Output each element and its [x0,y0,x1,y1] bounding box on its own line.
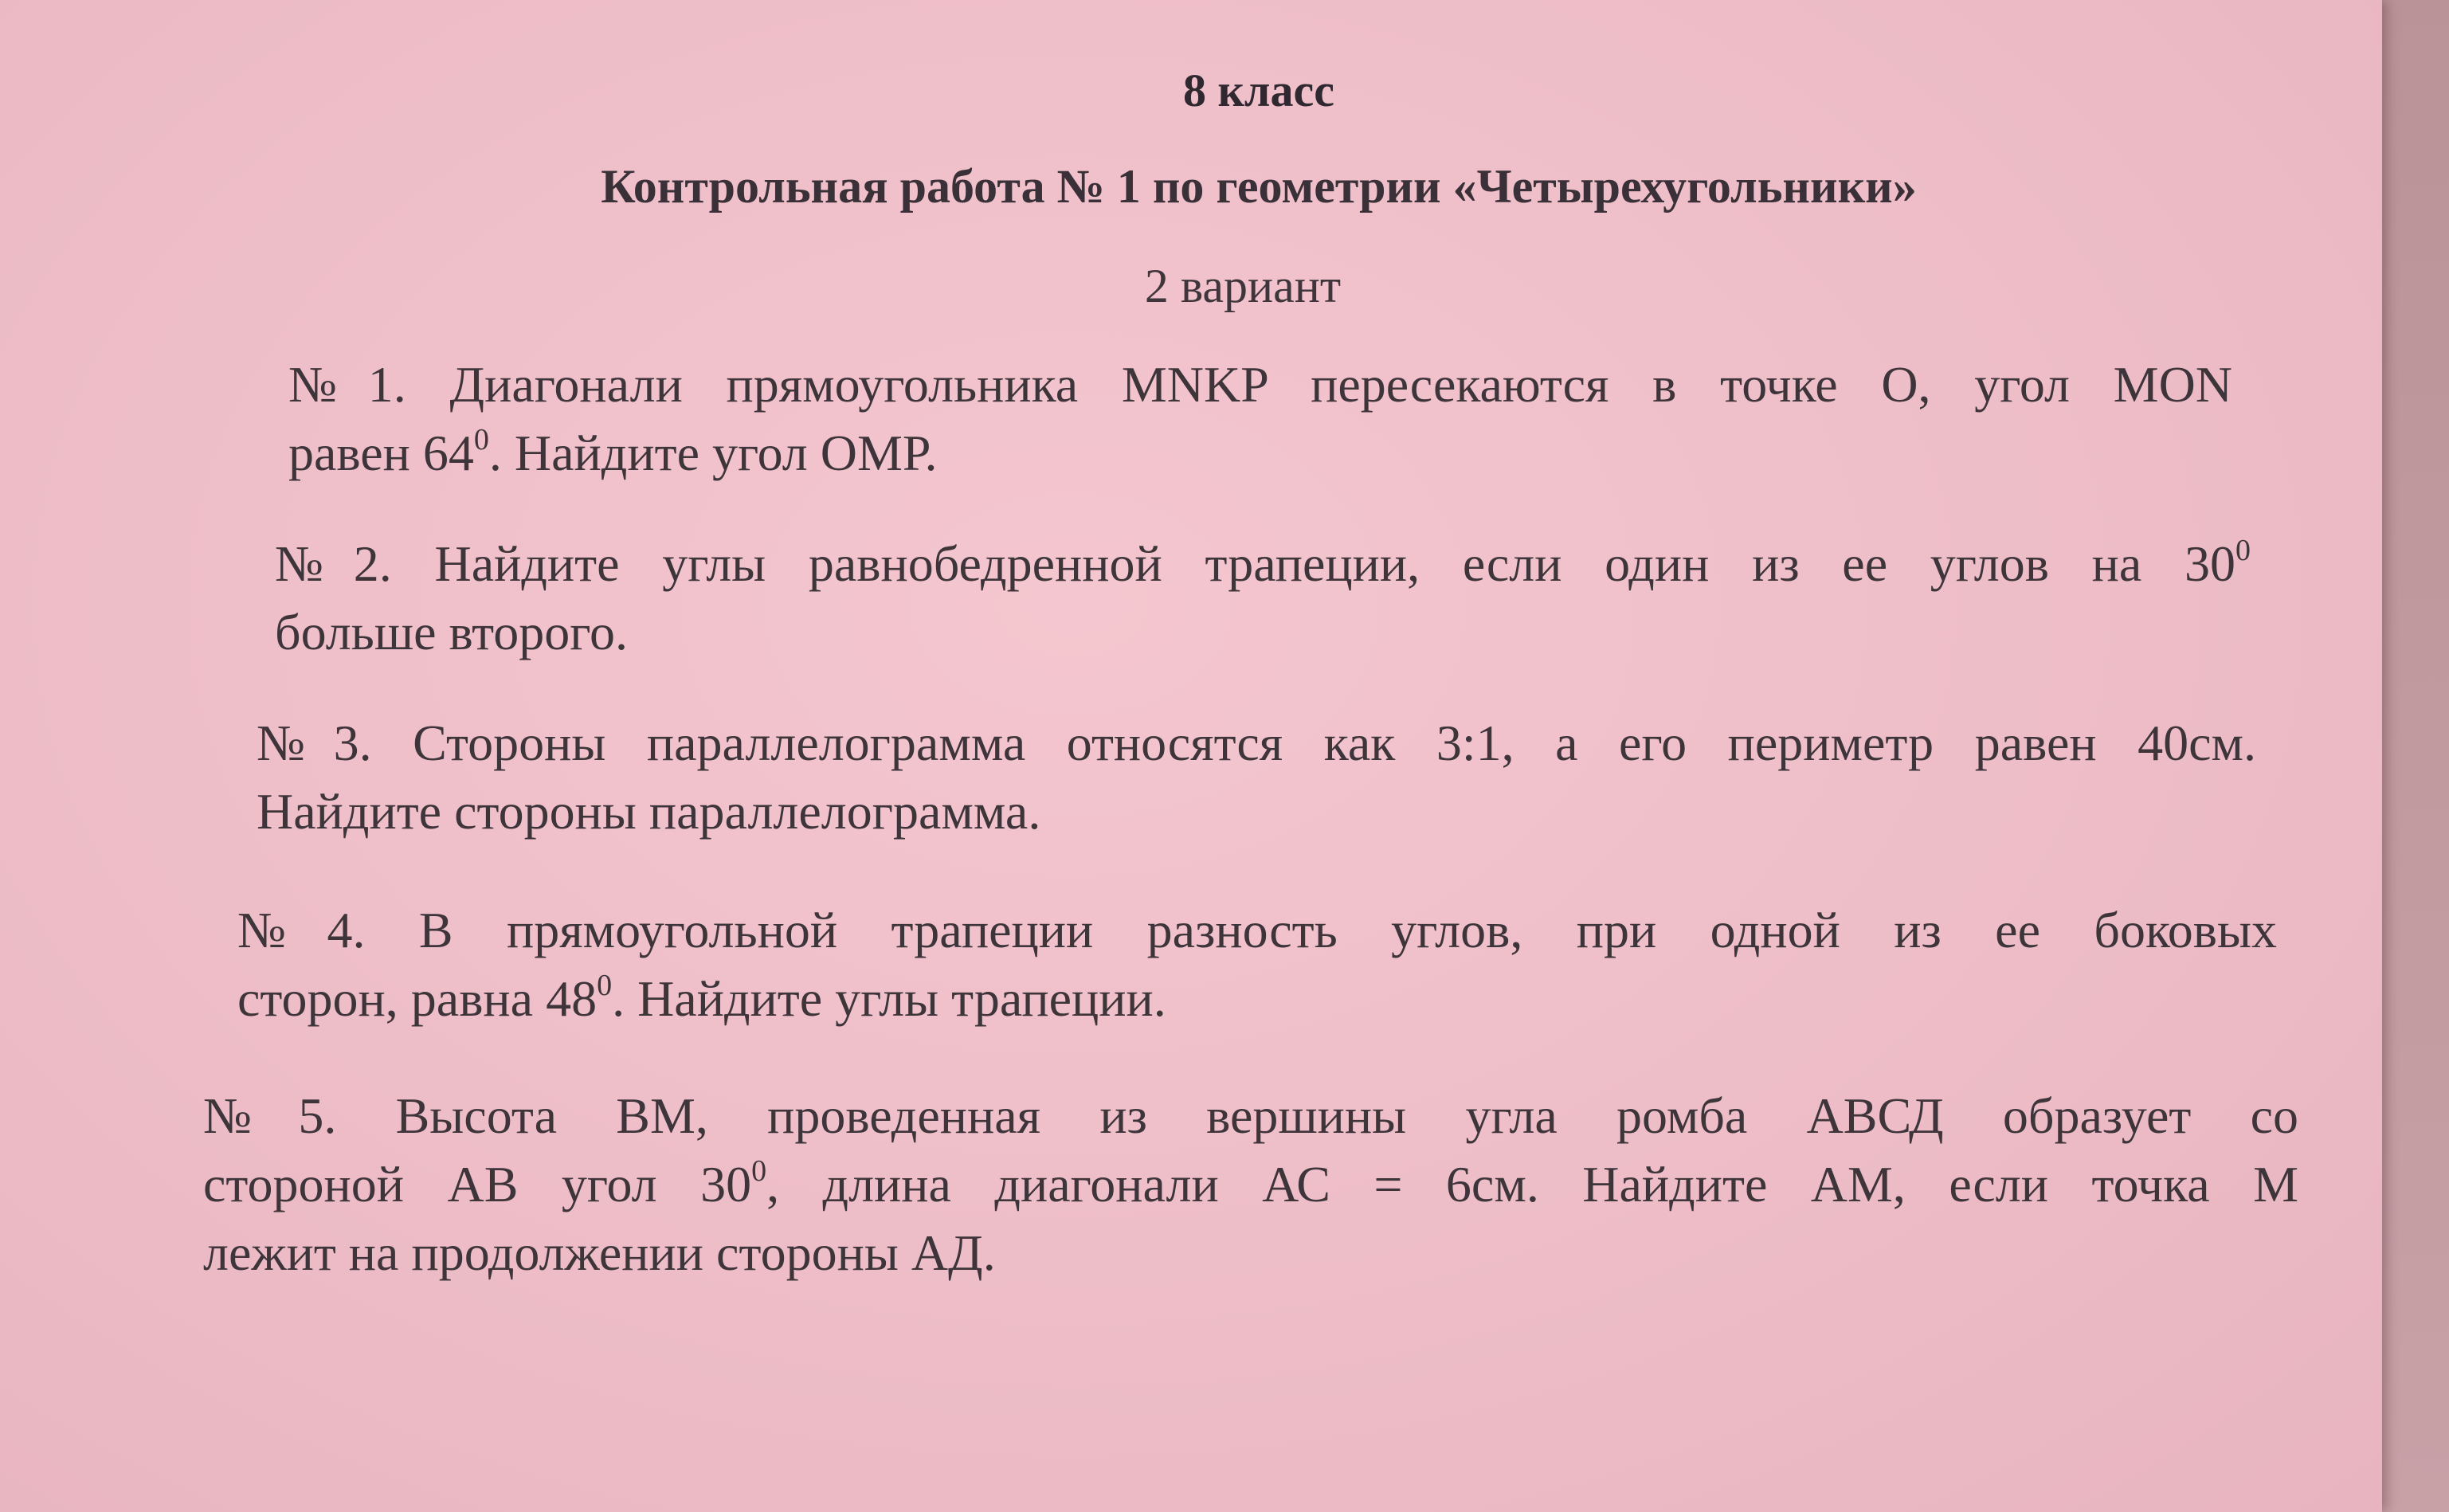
grade-heading: 8 класс [1183,65,1334,116]
degree-superscript: 0 [597,969,613,1002]
task-3-number: №3. [257,715,372,771]
task-3 [257,709,2256,846]
task-3-line-1: №3. Стороны параллелограмма относятся как 3:1, а его периметр равен 40см. [257,715,2257,771]
task-5-line-2: стороной АВ угол $30^0$, длина диагонали АС = 6см. Найдите АМ, если точка М [203,1154,2299,1212]
task-5-line-3: лежит на продолжении стороны АД. [203,1224,996,1281]
variant-label: 2 вариант [1144,260,1342,312]
task-1-number: №1. [288,356,406,413]
task-4-line-2: сторон, равна $48^0$. Найдите углы трапеции. [237,969,1166,1027]
degree-superscript: 0 [473,423,489,456]
degree-superscript: 0 [751,1154,767,1188]
task-5-number: №5. [203,1087,337,1144]
task-2-line-1: №2. Найдите углы равнобедренной трапеции, если один из ее углов на $30^0$ [275,534,2251,592]
task-4-number: №4. [237,902,366,958]
task-1 [288,351,2232,488]
degree-superscript: 0 [2235,534,2251,567]
test-title: Контрольная работа № 1 по геометрии «Четырехугольники» [601,160,1917,213]
task-5 [203,1082,2298,1287]
task-2-line-2: больше второго. [275,604,628,660]
task-4-line-1: №4. В прямоугольной трапеции разность углов, при одной из ее боковых [237,902,2278,958]
task-5-line-1: №5. Высота ВМ, проведенная из вершины угла ромба АВСД образует со [203,1087,2299,1144]
task-1-line-2: равен $64^0$. Найдите угол ОМР. [288,423,938,481]
task-2-number: №2. [275,535,392,592]
task-2 [275,530,2251,667]
task-1-line-1: №1. Диагонали прямоугольника MNKP пересекаются в точке О, угол MON [288,356,2233,413]
task-3-line-2: Найдите стороны параллелограмма. [257,783,1041,840]
task-4 [237,896,2277,1033]
